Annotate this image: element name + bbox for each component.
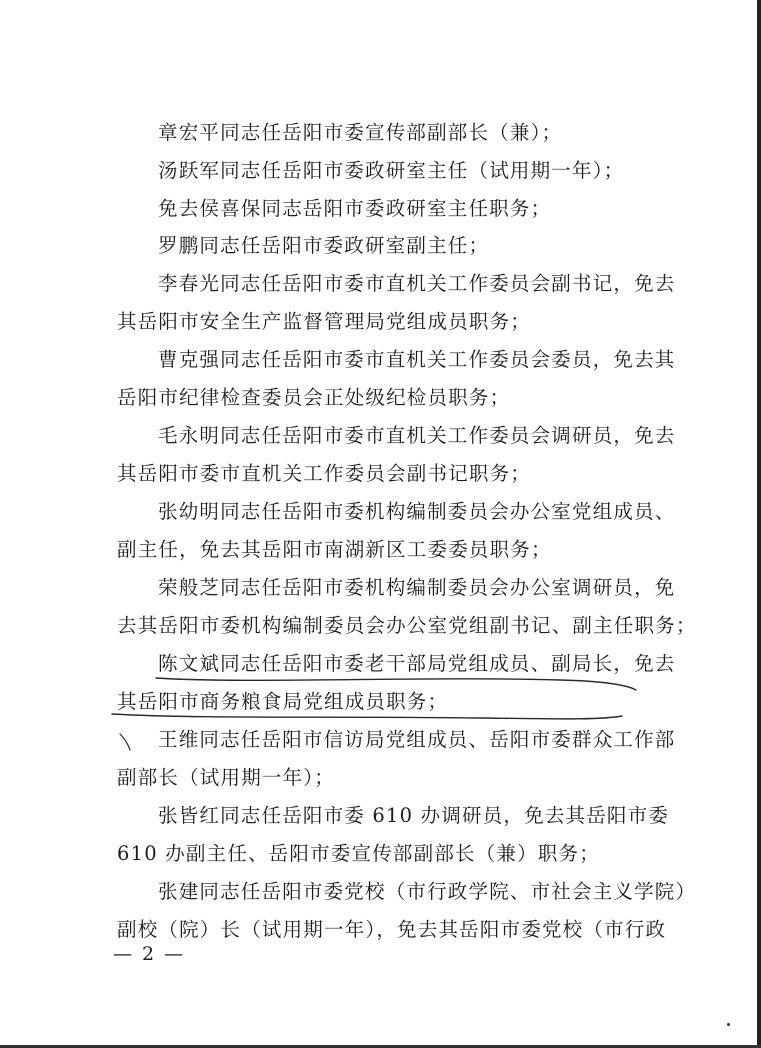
text-line-20: 610 办副主任、岳阳市委宣传部副部长（兼）职务； [117,842,600,865]
text-line-21: 张建同志任岳阳市委党校（市行政学院、市社会主义学院） [158,880,697,903]
text-line-17: 王维同志任岳阳市信访局党组成员、岳阳市委群众工作部 [158,728,676,751]
text-line-12: 副主任，免去其岳阳市南湖新区工委委员职务； [117,538,552,561]
text-line-15: 陈文斌同志任岳阳市委老干部局党组成员、副局长，免去 [158,652,676,675]
text-line-10: 其岳阳市委市直机关工作委员会副书记职务； [117,462,532,485]
scan-speck [727,1023,730,1026]
scan-edge-right [757,0,761,1048]
text-line-18: 副部长（试用期一年）； [117,766,335,789]
text-line-13: 荣般芝同志任岳阳市委机构编制委员会办公室调研员，免 [158,576,676,599]
text-line-8: 岳阳市纪律检查委员会正处级纪检员职务； [117,386,511,409]
text-line-2: 汤跃军同志任岳阳市委政研室主任（试用期一年）； [158,159,625,182]
text-line-22: 副校（院）长（试用期一年），免去其岳阳市委党校（市行政 [117,918,667,941]
text-line-9: 毛永明同志任岳阳市委市直机关工作委员会调研员，免去 [158,424,676,447]
text-line-1: 章宏平同志任岳阳市委宣传部副部长（兼）； [158,121,563,144]
text-line-11: 张幼明同志任岳阳市委机构编制委员会办公室党组成员、 [158,500,676,523]
text-line-4: 罗鹏同志任岳阳市委政研室副主任； [158,234,490,257]
underline-stroke-lower [112,714,622,719]
text-line-19: 张皆红同志任岳阳市委 610 办调研员，免去其岳阳市委 [158,804,670,827]
margin-tick-mark [120,734,130,750]
underline-stroke-upper [156,678,636,690]
text-line-16: 其岳阳市商务粮食局党组成员职务； [117,690,449,713]
text-line-14: 去其岳阳市委机构编制委员会办公室党组副书记、副主任职务； [117,614,697,637]
text-line-7: 曹克强同志任岳阳市委市直机关工作委员会委员，免去其 [158,348,676,371]
text-line-5: 李春光同志任岳阳市委市直机关工作委员会副书记，免去 [158,272,676,295]
text-line-6: 其岳阳市安全生产监督管理局党组成员职务； [117,310,532,333]
text-line-3: 免去侯喜保同志岳阳市委政研室主任职务； [158,197,552,220]
page-number: — 2 — [113,943,186,965]
